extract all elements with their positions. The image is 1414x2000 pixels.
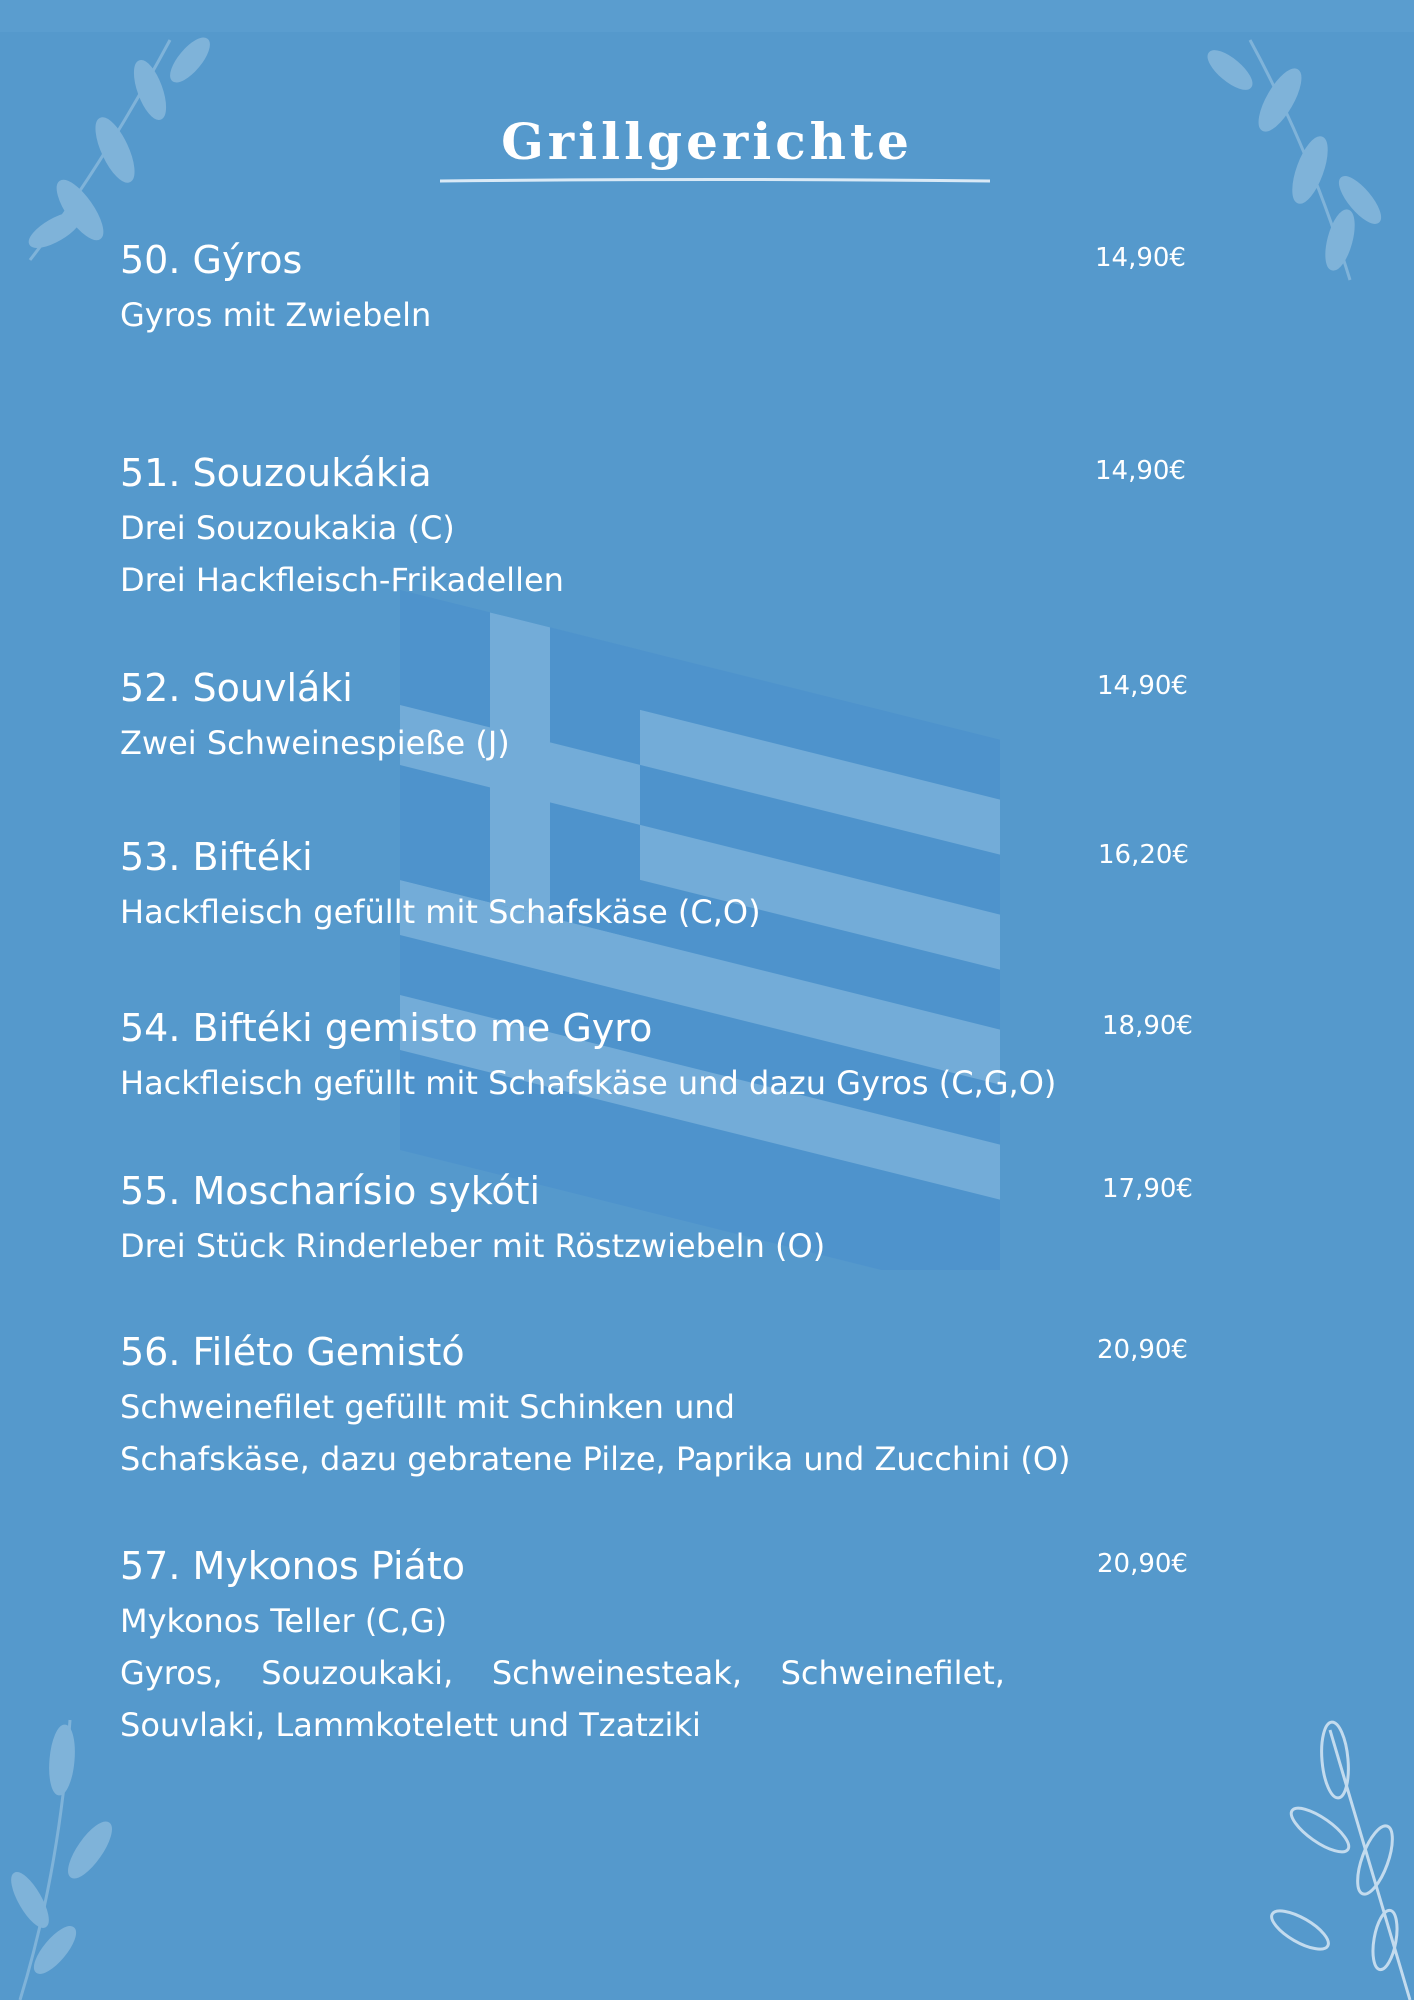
item-description: Drei Stück Rinderleber mit Röstzwiebeln (O): [120, 1227, 826, 1265]
item-price: 14,90€: [1097, 671, 1188, 701]
item-name: 54. Biftéki gemisto me Gyro: [120, 1006, 653, 1050]
menu-item: [120, 832, 1220, 938]
item-description: Zwei Schweinespieße (J): [120, 724, 510, 762]
item-price: 17,90€: [1102, 1174, 1193, 1204]
item-price: 16,20€: [1098, 840, 1189, 870]
item-description: Hackfleisch gefüllt mit Schafskäse (C,O): [120, 893, 761, 931]
leaf-branch-bottom-right-icon: [1260, 1700, 1414, 2000]
item-description: Mykonos Teller (C,G): [120, 1602, 448, 1640]
menu-item: [120, 663, 1220, 769]
desc-word: Schweinesteak,: [491, 1654, 742, 1692]
item-description: Gyros mit Zwiebeln: [120, 296, 432, 334]
item-name: 53. Biftéki: [120, 835, 313, 879]
item-name: 56. Filéto Gemistó: [120, 1330, 465, 1374]
menu-item: [120, 1327, 1220, 1485]
item-price: 18,90€: [1102, 1011, 1193, 1041]
item-description: [120, 1647, 1005, 1699]
menu-item: [120, 1003, 1220, 1109]
item-price: 14,90€: [1095, 243, 1186, 273]
menu-item: [120, 448, 1220, 606]
item-price: 20,90€: [1097, 1549, 1188, 1579]
item-name: 50. Gýros: [120, 238, 303, 282]
item-name: 52. Souvláki: [120, 666, 353, 710]
item-description: Souvlaki, Lammkotelett und Tzatziki: [120, 1706, 701, 1744]
title-underline: [440, 178, 990, 184]
item-name: 51. Souzoukákia: [120, 451, 432, 495]
menu-item: [120, 235, 1220, 341]
page-title: Grillgerichte: [501, 112, 913, 171]
top-band: [0, 0, 1414, 32]
menu-item: [120, 1166, 1220, 1272]
item-description: Drei Souzoukakia (C): [120, 509, 455, 547]
item-price: 14,90€: [1095, 456, 1186, 486]
menu-item: [120, 1541, 1220, 1751]
item-description: Schafskäse, dazu gebratene Pilze, Paprika und Zucchini (O): [120, 1440, 1071, 1478]
item-name: 55. Moscharísio sykóti: [120, 1169, 541, 1213]
desc-word: Souzoukaki,: [261, 1654, 454, 1692]
item-description: Drei Hackfleisch-Frikadellen: [120, 561, 564, 599]
item-price: 20,90€: [1097, 1335, 1188, 1365]
desc-word: Gyros,: [120, 1654, 223, 1692]
item-description: Hackfleisch gefüllt mit Schafskäse und dazu Gyros (C,G,O): [120, 1064, 1057, 1102]
item-name: 57. Mykonos Piáto: [120, 1544, 465, 1588]
item-description: Schweinefilet gefüllt mit Schinken und: [120, 1388, 735, 1426]
desc-word: Schweinefilet,: [780, 1654, 1005, 1692]
